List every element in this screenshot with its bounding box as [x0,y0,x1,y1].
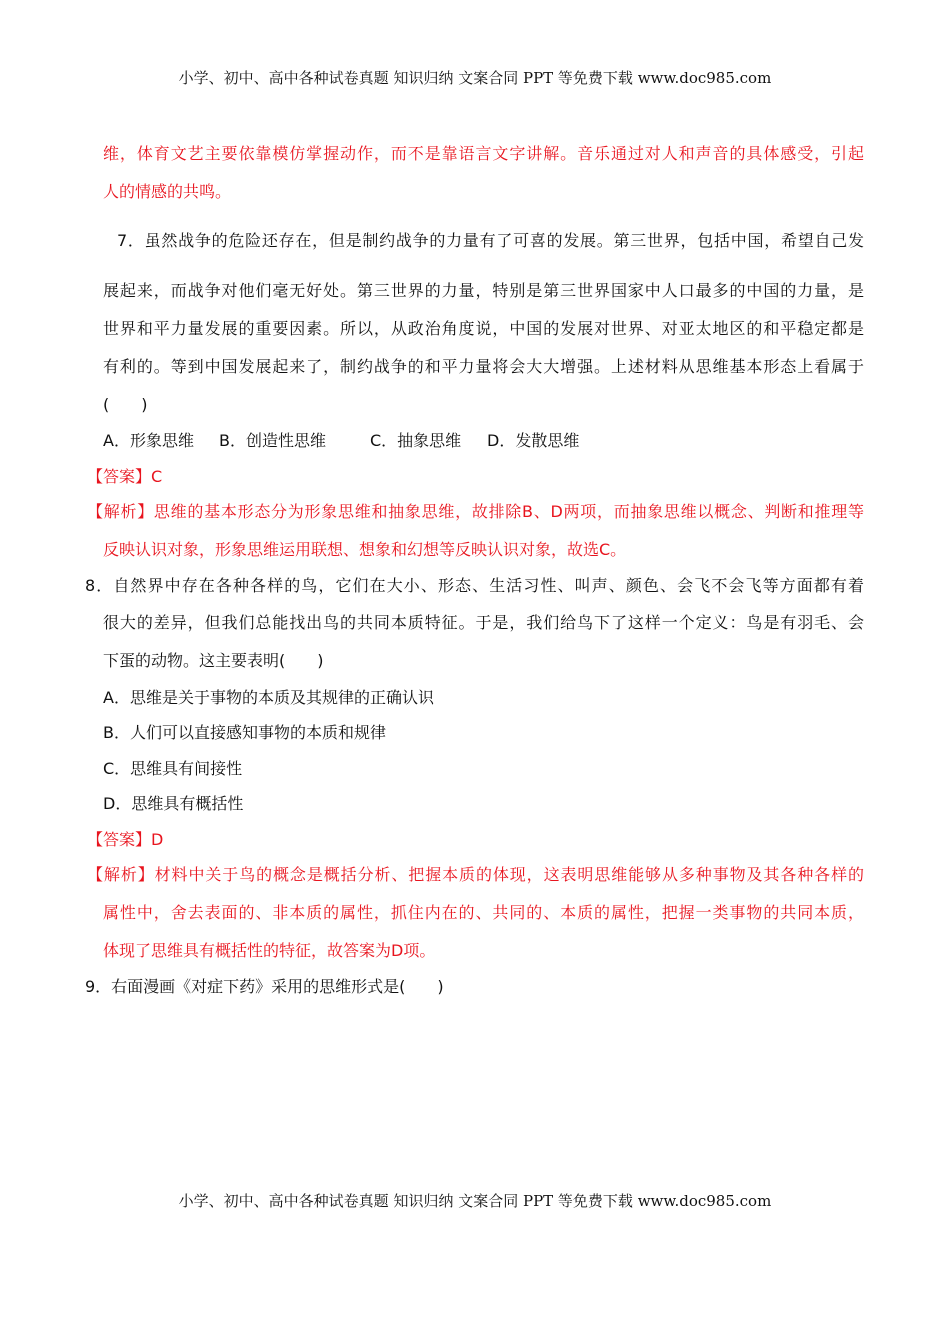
question-7-stem: 世界和平力量发展的重要因素。所以，从政治角度说，中国的发展对世界、对亚太地区的和平稳定都是 [103,319,864,338]
page-footer: 小学、初中、高中各种试卷真题 知识归纳 文案合同 PPT 等免费下载 www.doc985.com [178,1192,772,1210]
analysis-line: 属性中，舍去表面的、非本质的属性，抓住内在的、共同的、本质的属性，把握一类事物的共同本质， [103,903,864,922]
option-a: A．思维是关于事物的本质及其规律的正确认识 [103,688,434,707]
option-b: B．创造性思维 [219,431,326,450]
option-d: D．发散思维 [487,431,580,450]
question-9-stem: 9．右面漫画《对症下药》采用的思维形式是( ) [85,977,444,996]
option-c: C．抽象思维 [370,431,462,450]
question-7-stem: 有利的。等到中国发展起来了，制约战争的和平力量将会大大增强。上述材料从思维基本形态上看属于 [103,357,864,376]
page-header: 小学、初中、高中各种试卷真题 知识归纳 文案合同 PPT 等免费下载 www.doc985.com [178,69,772,87]
question-7-stem: 展起来，而战争对他们毫无好处。第三世界的力量，特别是第三世界国家中人口最多的中国的力量，是 [103,281,864,300]
question-8-stem: 下蛋的动物。这主要表明( ) [103,651,324,670]
option-c: C．思维具有间接性 [103,759,243,778]
question-8-stem: 8．自然界中存在各种各样的鸟，它们在大小、形态、生活习性、叫声、颜色、会飞不会飞等方面都有着 [85,576,864,595]
question-7-blank: ( ) [103,395,148,414]
question-8-stem: 很大的差异，但我们总能找出鸟的共同本质特征。于是，我们给鸟下了这样一个定义：鸟是有羽毛、会 [103,613,864,632]
analysis-line: 反映认识对象，形象思维运用联想、想象和幻想等反映认识对象，故选C。 [103,540,627,559]
answer-label: 【答案】D [87,830,164,849]
option-b: B．人们可以直接感知事物的本质和规律 [103,723,386,742]
analysis-line: 人的情感的共鸣。 [103,182,232,201]
answer-label: 【答案】C [87,467,163,486]
analysis-line: 维，体育文艺主要依靠模仿掌握动作，而不是靠语言文字讲解。音乐通过对人和声音的具体感受，引起 [103,144,864,163]
analysis-line: 体现了思维具有概括性的特征，故答案为D项。 [103,941,436,960]
option-d: D．思维具有概括性 [103,794,244,813]
question-7-stem: 7．虽然战争的危险还存在，但是制约战争的力量有了可喜的发展。第三世界，包括中国，希望自己发 [117,231,864,250]
analysis-line: 【解析】材料中关于鸟的概念是概括分析、把握本质的体现，这表明思维能够从多种事物及其各种各样的 [87,865,864,884]
option-a: A．形象思维 [103,431,194,450]
analysis-line: 【解析】思维的基本形态分为形象思维和抽象思维，故排除B、D两项，而抽象思维以概念、判断和推理等 [87,502,864,521]
